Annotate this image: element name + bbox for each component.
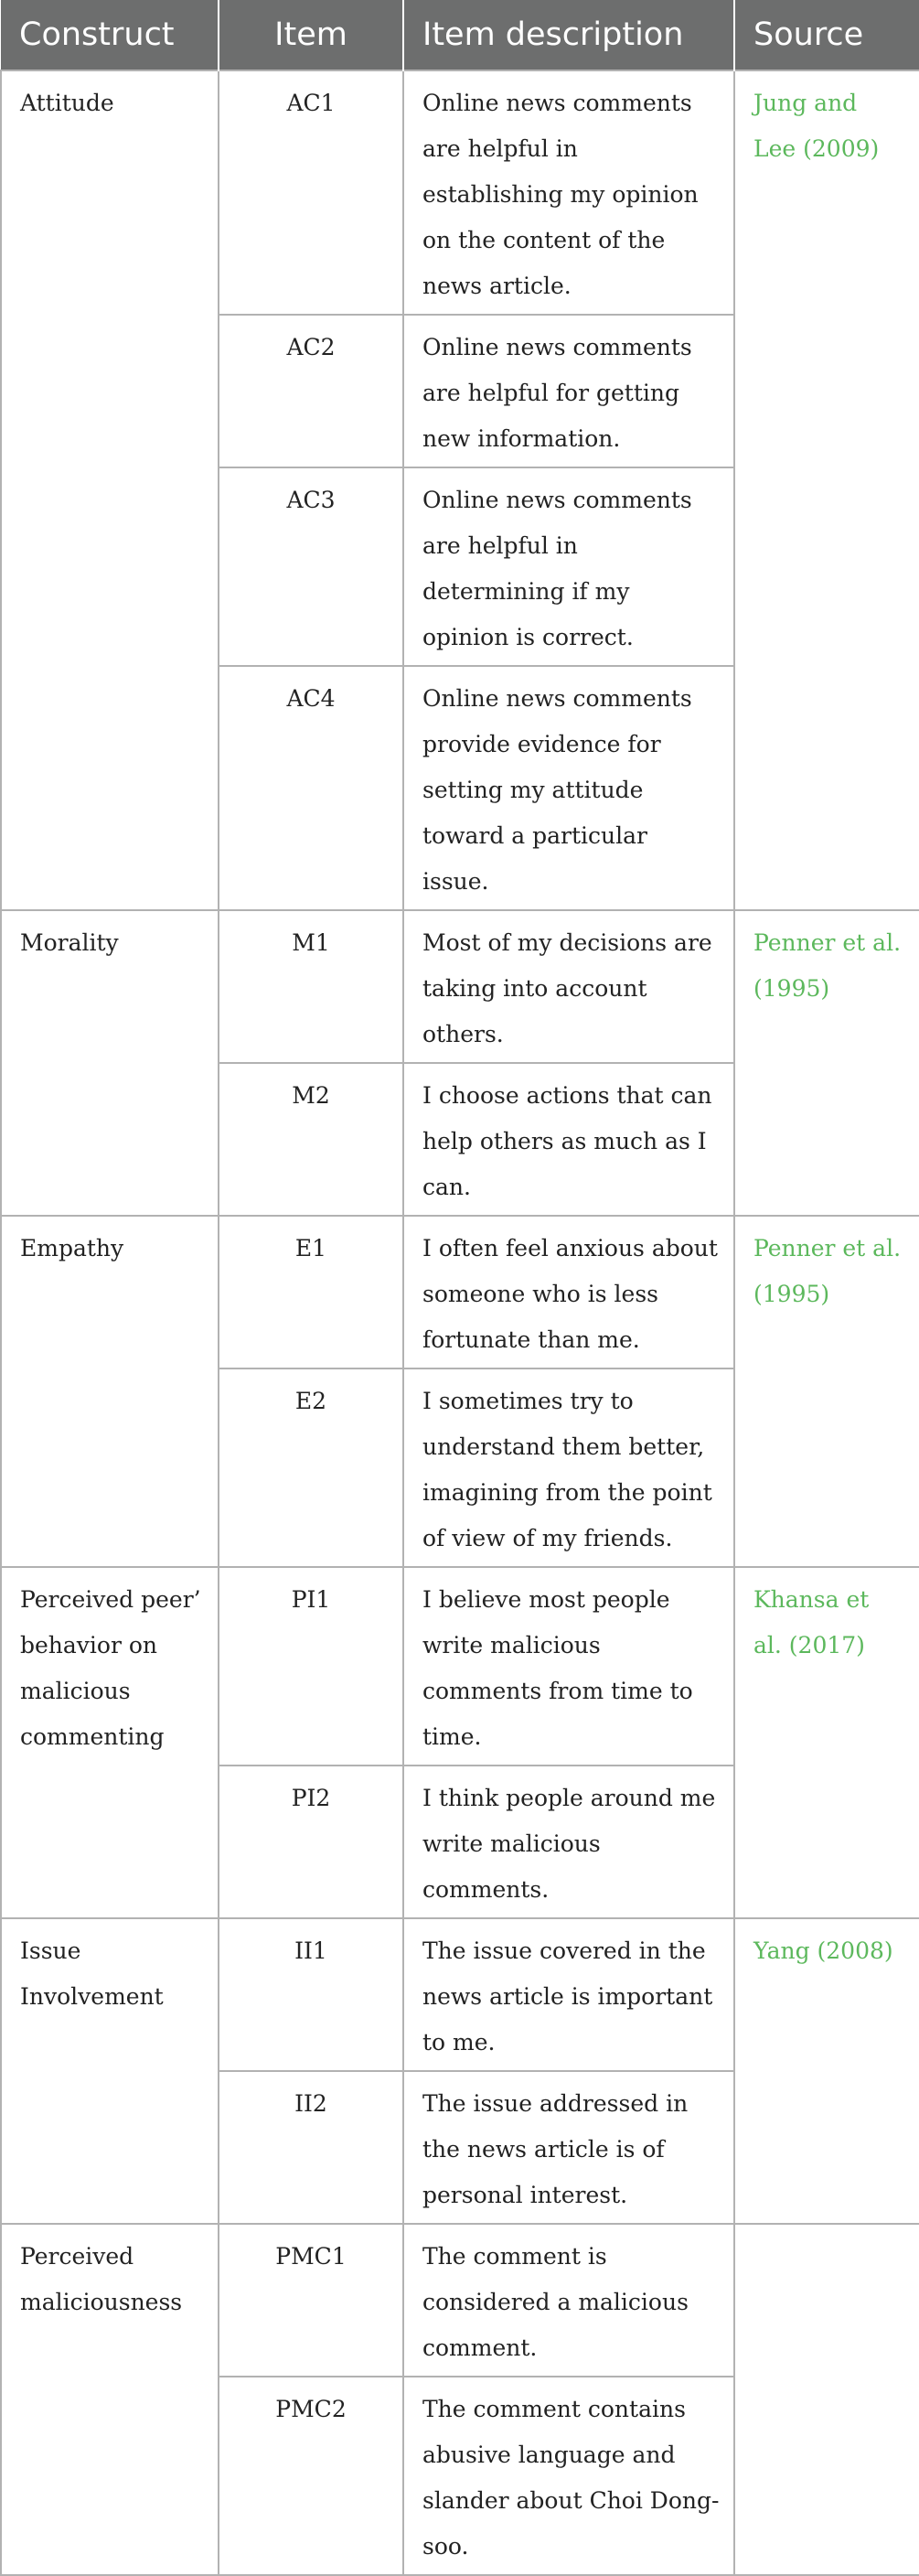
item-description: The comment contains abusive language and slander about Choi Dong-soo. <box>403 2377 734 2575</box>
item-code: II2 <box>219 2071 403 2224</box>
item-code: AC2 <box>219 315 403 467</box>
item-code: PI1 <box>219 1567 403 1766</box>
item-code: PMC1 <box>219 2224 403 2377</box>
item-code: II1 <box>219 1918 403 2071</box>
item-code: M1 <box>219 910 403 1063</box>
header-item-description: Item description <box>403 0 734 70</box>
construct-cell: Perceived maliciousness <box>1 2224 219 2575</box>
table-row <box>1 1216 919 1368</box>
source-link[interactable]: Jung and Lee (2009) <box>753 90 880 162</box>
item-code: AC1 <box>219 70 403 315</box>
source-link[interactable]: Khansa et al. (2017) <box>753 1586 870 1658</box>
item-description: Online news comments are helpful for getting new information. <box>403 315 734 467</box>
item-description: I think people around me write malicious comments. <box>403 1766 734 1918</box>
table-row <box>1 1567 919 1766</box>
item-description: I often feel anxious about someone who is less fortunate than me. <box>403 1216 734 1368</box>
source-cell <box>734 2224 919 2575</box>
item-description: Online news comments are helpful in establishing my opinion on the content of the news article. <box>403 70 734 315</box>
source-cell <box>734 70 919 910</box>
table-row <box>1 2224 919 2377</box>
item-description: The issue addressed in the news article is of personal interest. <box>403 2071 734 2224</box>
construct-cell: Attitude <box>1 70 219 910</box>
item-code: E2 <box>219 1368 403 1567</box>
table-row <box>1 70 919 315</box>
construct-cell: Issue Involvement <box>1 1918 219 2224</box>
item-code: E1 <box>219 1216 403 1368</box>
construct-cell: Morality <box>1 910 219 1216</box>
source-cell <box>734 1567 919 1918</box>
item-code: M2 <box>219 1063 403 1216</box>
table-row <box>1 910 919 1063</box>
source-cell <box>734 1918 919 2224</box>
header-item: Item <box>219 0 403 70</box>
construct-cell: Empathy <box>1 1216 219 1567</box>
item-description: Most of my decisions are taking into account others. <box>403 910 734 1063</box>
item-code: PMC2 <box>219 2377 403 2575</box>
item-description: Online news comments are helpful in determining if my opinion is correct. <box>403 467 734 666</box>
source-cell <box>734 1216 919 1567</box>
item-description: I believe most people write malicious comments from time to time. <box>403 1567 734 1766</box>
table-header-row <box>1 0 919 70</box>
table-row <box>1 1918 919 2071</box>
item-code: PI2 <box>219 1766 403 1918</box>
item-description: The comment is considered a malicious comment. <box>403 2224 734 2377</box>
item-description: I sometimes try to understand them better, imagining from the point of view of my friends. <box>403 1368 734 1567</box>
source-link[interactable]: Penner et al. (1995) <box>753 1235 902 1307</box>
item-description: The issue covered in the news article is important to me. <box>403 1918 734 2071</box>
source-link[interactable]: Yang (2008) <box>753 1937 893 1964</box>
source-cell <box>734 910 919 1216</box>
source-link[interactable]: Penner et al. (1995) <box>753 929 902 1002</box>
item-code: AC4 <box>219 666 403 910</box>
header-source: Source <box>734 0 919 70</box>
item-code: AC3 <box>219 467 403 666</box>
header-construct: Construct <box>1 0 219 70</box>
construct-cell: Perceived peer’ behavior on malicious commenting <box>1 1567 219 1918</box>
item-description: I choose actions that can help others as much as I can. <box>403 1063 734 1216</box>
item-description: Online news comments provide evidence for setting my attitude toward a particular issue. <box>403 666 734 910</box>
